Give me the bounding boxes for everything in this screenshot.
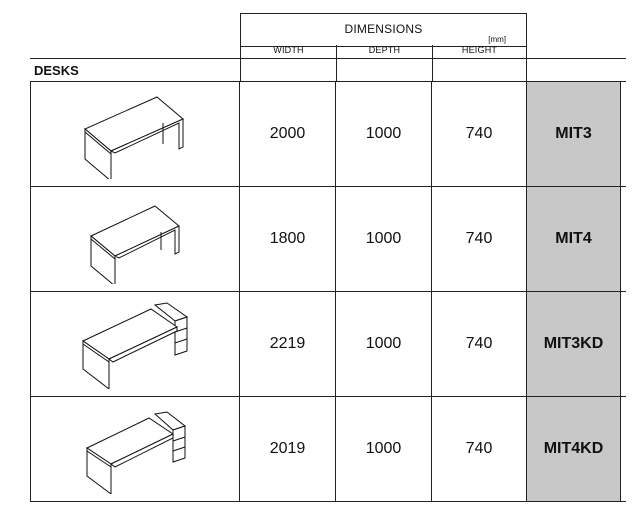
depth-value: 1000	[336, 187, 432, 291]
column-header-depth: DEPTH	[368, 45, 401, 55]
width-value: 1800	[240, 187, 336, 291]
column-header-width: WIDTH	[273, 45, 304, 55]
depth-value: 1000	[336, 397, 432, 501]
desk-with-drawers-icon	[75, 404, 195, 494]
height-value: 740	[432, 292, 527, 396]
desk-image-cell	[30, 292, 240, 396]
column-header-height: HEIGHT	[461, 45, 498, 55]
desks-table	[30, 81, 626, 502]
desk-image-cell	[30, 82, 240, 186]
product-code: MIT4KD	[527, 397, 620, 501]
desks-label: DESKS	[34, 63, 79, 78]
height-value: 740	[432, 187, 527, 291]
table-row	[30, 291, 626, 396]
row-edge	[620, 187, 626, 291]
desk-icon	[75, 89, 195, 179]
product-code: MIT4	[527, 187, 620, 291]
depth-value: 1000	[336, 292, 432, 396]
product-code: MIT3	[527, 82, 620, 186]
row-edge	[620, 397, 626, 501]
product-code: MIT3KD	[527, 292, 620, 396]
desk-image-cell	[30, 397, 240, 501]
width-value: 2019	[240, 397, 336, 501]
height-value: 740	[432, 82, 527, 186]
unit-label: [mm]	[488, 35, 506, 44]
table-row	[30, 186, 626, 291]
height-value: 740	[432, 397, 527, 501]
table-row	[30, 81, 626, 186]
header-sep	[526, 45, 527, 81]
width-value: 2000	[240, 82, 336, 186]
top-rule	[30, 58, 626, 59]
row-edge	[620, 82, 626, 186]
width-value: 2219	[240, 292, 336, 396]
dimensions-title: DIMENSIONS	[344, 22, 423, 36]
desk-icon	[75, 194, 195, 284]
desk-with-drawers-icon	[75, 299, 195, 389]
desk-image-cell	[30, 187, 240, 291]
row-edge	[620, 292, 626, 396]
table-row	[30, 396, 626, 502]
depth-value: 1000	[336, 82, 432, 186]
